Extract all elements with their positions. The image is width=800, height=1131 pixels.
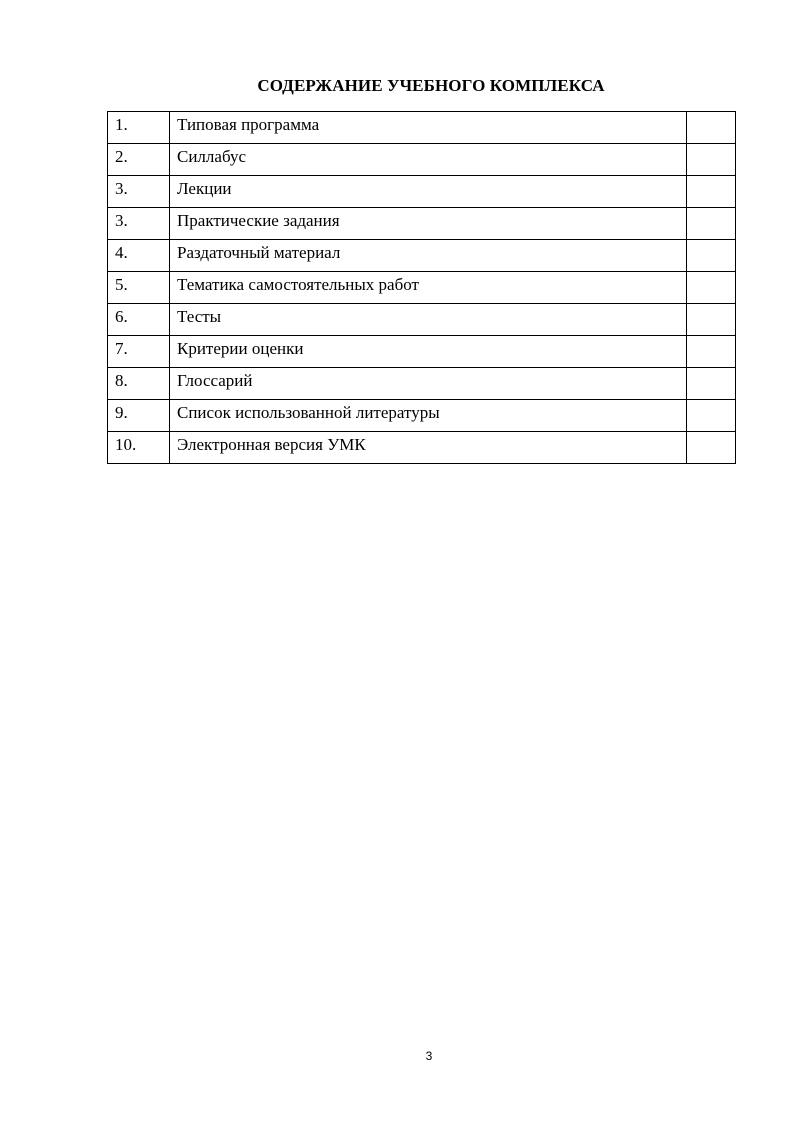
row-mark-cell [687,400,736,432]
page-title: СОДЕРЖАНИЕ УЧЕБНОГО КОМПЛЕКСА [257,76,605,95]
table-row [108,272,736,304]
row-title: Практические задания [170,208,687,240]
table-row [108,208,736,240]
table-row [108,304,736,336]
row-title: Типовая программа [170,112,687,144]
table-row [108,432,736,464]
row-mark-cell [687,112,736,144]
table-row [108,176,736,208]
row-title: Список использованной литературы [170,400,687,432]
row-number: 3. [108,208,170,240]
row-number: 5. [108,272,170,304]
page-number: 3 [425,1049,433,1063]
row-number: 3. [108,176,170,208]
row-mark-cell [687,304,736,336]
row-number: 2. [108,144,170,176]
row-number: 10. [108,432,170,464]
row-mark-cell [687,432,736,464]
row-mark-cell [687,368,736,400]
table-row [108,400,736,432]
row-mark-cell [687,208,736,240]
row-title: Критерии оценки [170,336,687,368]
row-number: 8. [108,368,170,400]
row-mark-cell [687,272,736,304]
row-title: Электронная версия УМК [170,432,687,464]
row-number: 4. [108,240,170,272]
table-row [108,144,736,176]
row-title: Тесты [170,304,687,336]
table-row [108,368,736,400]
table-row [108,240,736,272]
row-number: 1. [108,112,170,144]
row-mark-cell [687,240,736,272]
row-title: Тематика самостоятельных работ [170,272,687,304]
table-row [108,112,736,144]
row-number: 9. [108,400,170,432]
row-mark-cell [687,176,736,208]
row-title: Раздаточный материал [170,240,687,272]
row-title: Глоссарий [170,368,687,400]
row-number: 6. [108,304,170,336]
table-row [108,336,736,368]
row-mark-cell [687,144,736,176]
row-mark-cell [687,336,736,368]
contents-table [107,111,736,464]
row-number: 7. [108,336,170,368]
row-title: Силлабус [170,144,687,176]
row-title: Лекции [170,176,687,208]
